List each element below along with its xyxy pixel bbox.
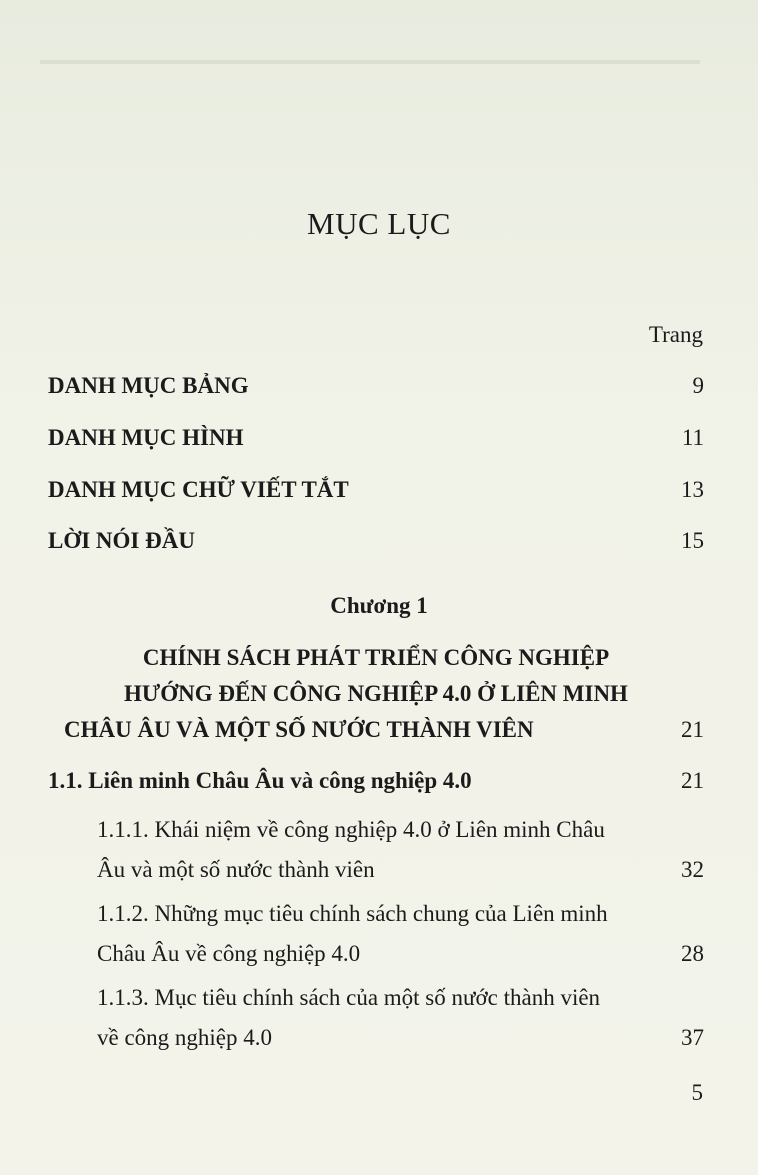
toc-subsection-label: 1.1.3. Mục tiêu chính sách của một số nước thành viên về công nghiệp 4.0 xyxy=(97,985,601,1050)
toc-section-label: 1.1. Liên minh Châu Âu và công nghiệp 4.0 xyxy=(48,768,472,793)
page-title: MỤC LỤC xyxy=(307,206,451,241)
toc-subsection-page: 37 xyxy=(681,1025,704,1050)
toc-entry-page: 9 xyxy=(692,373,704,398)
chapter-title-line: HƯỚNG ĐẾN CÔNG NGHIỆP 4.0 Ở LIÊN MINH xyxy=(124,681,628,706)
toc-subsection-1-1-3 xyxy=(97,978,704,1058)
toc-section-1-1 xyxy=(48,768,704,794)
chapter-label: Chương 1 xyxy=(330,593,428,618)
toc-entry-page: 11 xyxy=(681,425,704,450)
page-number: 5 xyxy=(691,1080,703,1105)
toc-entry-label: DANH MỤC HÌNH xyxy=(48,425,244,450)
toc-entry-label: DANH MỤC CHỮ VIẾT TẮT xyxy=(48,477,349,502)
toc-subsection-1-1-2 xyxy=(97,894,704,974)
toc-subsection-page: 32 xyxy=(681,857,704,882)
chapter-title-line: CHÂU ÂU VÀ MỘT SỐ NƯỚC THÀNH VIÊN xyxy=(64,717,534,742)
toc-entry-page: 15 xyxy=(681,528,704,553)
toc-entry-label: DANH MỤC BẢNG xyxy=(48,373,249,398)
toc-entry-danh-muc-bang xyxy=(48,373,704,399)
chapter-title-line: CHÍNH SÁCH PHÁT TRIỂN CÔNG NGHIỆP xyxy=(142,645,610,670)
toc-subsection-label: 1.1.2. Những mục tiêu chính sách chung của Liên minh Châu Âu về công nghiệp 4.0 xyxy=(97,901,608,966)
toc-entry-page: 13 xyxy=(681,477,704,502)
toc-subsection-page: 28 xyxy=(681,941,704,966)
toc-entry-label: LỜI NÓI ĐẦU xyxy=(48,528,195,553)
toc-entry-danh-muc-chu-viet-tat xyxy=(48,477,704,503)
chapter-page: 21 xyxy=(681,717,704,742)
toc-entry-danh-muc-hinh xyxy=(48,425,704,451)
toc-entry-loi-noi-dau xyxy=(48,528,704,554)
show-through-shadow xyxy=(40,60,700,64)
chapter-title xyxy=(48,640,704,748)
toc-section-page: 21 xyxy=(681,768,704,793)
toc-subsection-label: 1.1.1. Khái niệm về công nghiệp 4.0 ở Liên minh Châu Âu và một số nước thành viên xyxy=(97,817,605,882)
page-column-header: Trang xyxy=(648,322,703,347)
chapter-title-line-last xyxy=(48,712,704,748)
toc-subsection-1-1-1 xyxy=(97,810,704,890)
